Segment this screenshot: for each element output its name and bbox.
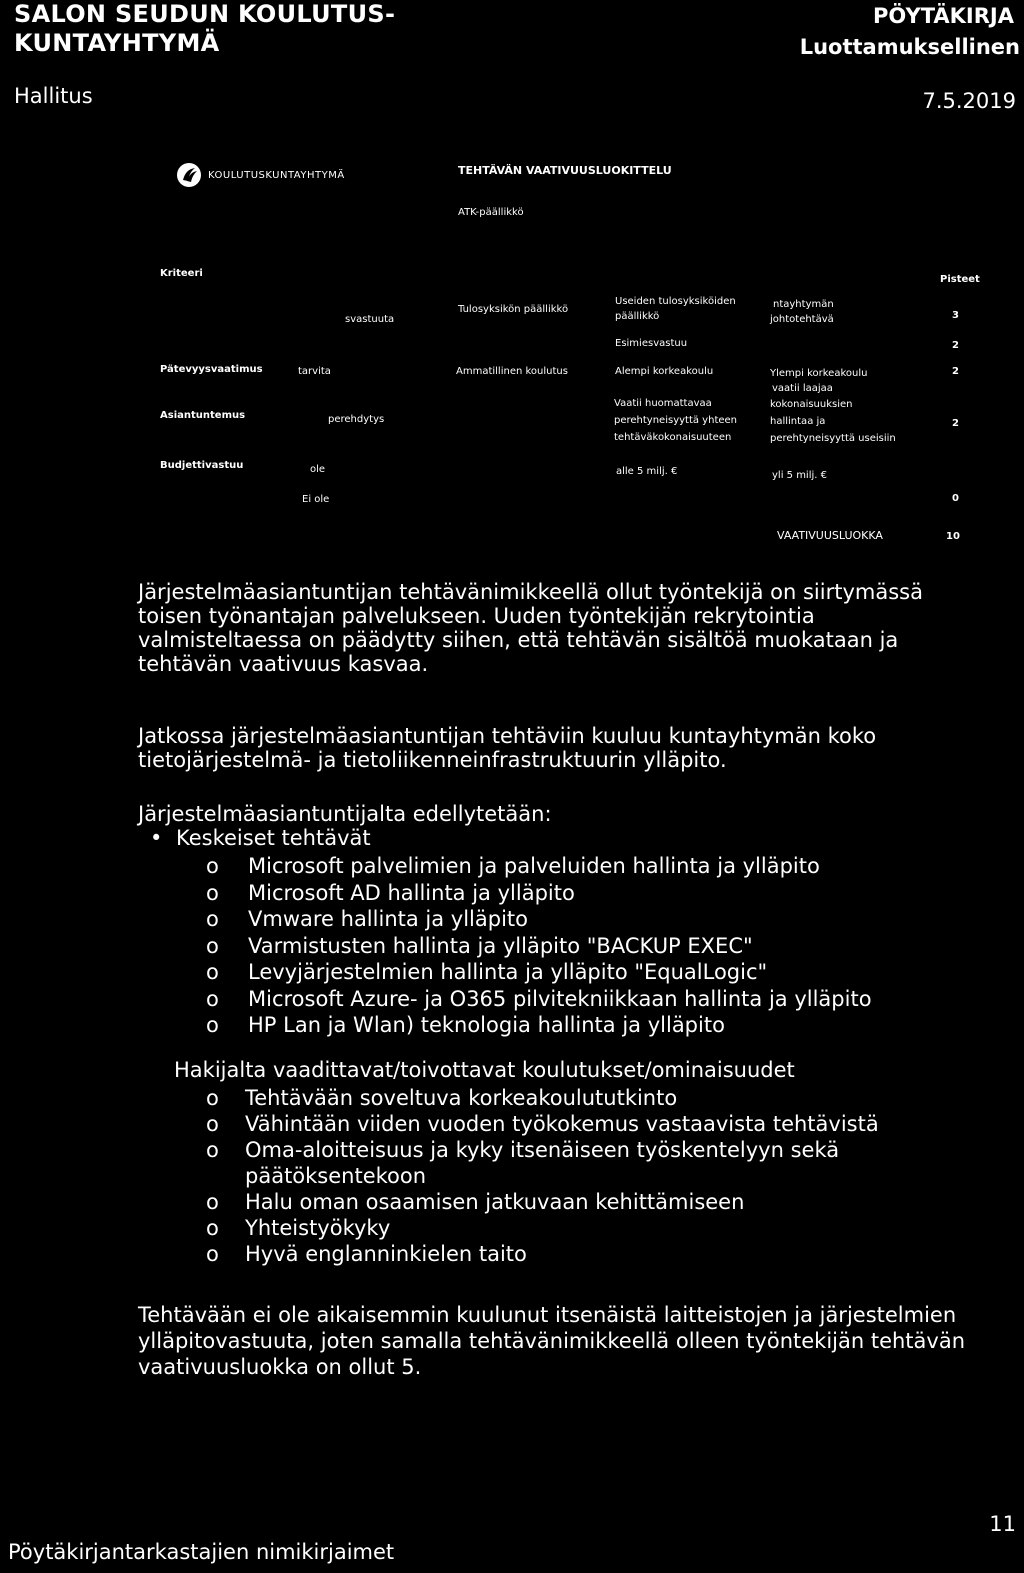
level-4-cell-line1: ntayhtymän <box>773 299 834 310</box>
confidentiality-label: Luottamuksellinen <box>799 35 1020 59</box>
qualifications-list <box>138 1085 1008 1267</box>
list-item <box>138 986 1008 1013</box>
level-3-cell: Alempi korkeakoulu <box>615 366 714 377</box>
list-item-text: HP Lan ja Wlan) teknologia hallinta ja ylläpito <box>248 1013 725 1037</box>
document-type: PÖYTÄKIRJA <box>873 4 1014 28</box>
list-item <box>138 1241 1008 1267</box>
key-tasks-list <box>138 853 1008 1039</box>
text-line: Järjestelmäasiantuntijan tehtävänimikkeellä ollut työntekijä on siirtymässä <box>138 580 923 604</box>
criterion-label: Budjettivastuu <box>160 460 244 471</box>
list-item-text: Tehtävään soveltuva korkeakoulututkinto <box>245 1086 678 1110</box>
level-1-cell: tarvita <box>298 366 331 377</box>
points-header: Pisteet <box>940 274 980 285</box>
text-line: toisen työnantajan palvelukseen. Uuden työntekijän rekrytointia <box>138 604 815 628</box>
level-3-cell-line1: Useiden tulosyksiköiden <box>615 296 736 307</box>
signature-initials-label: Pöytäkirjantarkastajien nimikirjaimet <box>8 1540 395 1564</box>
paragraph-3 <box>138 1302 1008 1380</box>
circle-bullet-icon: o <box>206 986 219 1011</box>
evaluated-role: ATK-päällikkö <box>458 207 524 218</box>
circle-bullet-icon: o <box>206 1138 219 1162</box>
criterion-label: Pätevyysvaatimus <box>160 364 263 375</box>
meeting-date: 7.5.2019 <box>922 89 1016 113</box>
qualifications-label: Hakijalta vaadittavat/toivottavat koulutukset/ominaisuudet <box>174 1058 795 1082</box>
text-line: Tehtävään ei ole aikaisemmin kuulunut itsenäistä laitteistojen ja järjestelmien <box>138 1303 957 1327</box>
requirements-intro: Järjestelmäasiantuntijalta edellytetään: <box>138 802 552 826</box>
circle-bullet-icon: o <box>206 880 219 905</box>
list-item <box>138 1137 1008 1163</box>
level-2-cell: Ammatillinen koulutus <box>456 366 568 377</box>
level-4-cell-line1: vaatii laajaa <box>772 383 833 394</box>
circle-bullet-icon: o <box>206 1216 219 1240</box>
circle-bullet-icon: o <box>206 1086 219 1110</box>
level-1-cell: svastuuta <box>345 314 395 325</box>
list-item-text: Varmistusten hallinta ja ylläpito "BACKUP EXEC" <box>248 933 753 958</box>
text-line: vaativuusluokka on ollut 5. <box>138 1355 422 1379</box>
organization-name-line2: KUNTAYHTYMÄ <box>14 29 220 57</box>
list-item-text: Halu oman osaamisen jatkuvaan kehittämiseen <box>245 1190 745 1214</box>
circle-bullet-icon: o <box>206 854 219 878</box>
list-item-continuation <box>138 1163 1008 1189</box>
level-1-cell: Ei ole <box>302 494 330 505</box>
list-item <box>138 880 1008 907</box>
points-value: 2 <box>952 418 959 429</box>
points-value: 2 <box>952 340 959 351</box>
list-item <box>138 853 1008 880</box>
level-1-cell: perehdytys <box>328 414 385 425</box>
list-item-text: Microsoft palvelimien ja palveluiden hallinta ja ylläpito <box>248 854 820 878</box>
total-value: 10 <box>946 531 960 542</box>
circle-bullet-icon: o <box>206 1190 219 1214</box>
level-3-cell: alle 5 milj. € <box>616 466 678 477</box>
text-line: tehtävän vaativuus kasvaa. <box>138 652 429 676</box>
level-3-cell-line2: perehtyneisyyttä yhteen <box>614 415 738 426</box>
level-3-cell-line3: tehtäväkokonaisuuteen <box>614 432 732 443</box>
level-3-cell-line1: Vaatii huomattavaa <box>614 398 712 409</box>
list-item-text: Hyvä englanninkielen taito <box>245 1242 527 1266</box>
circle-bullet-icon: o <box>206 960 219 984</box>
points-value: 2 <box>952 366 959 377</box>
level-4-cell-line4: perehtyneisyyttä useisiin <box>770 433 896 444</box>
list-item-text: Microsoft AD hallinta ja ylläpito <box>248 880 575 905</box>
level-3-cell: Esimiesvastuu <box>615 338 688 349</box>
level-1-cell: ole <box>310 464 326 475</box>
list-item <box>138 933 1008 960</box>
level-4-cell-line2: kokonaisuuksien <box>770 399 853 410</box>
list-item <box>138 959 1008 986</box>
requirements-section <box>138 802 1008 826</box>
list-item <box>138 1111 1008 1137</box>
paragraph-1 <box>138 580 1008 676</box>
list-item-text: Microsoft Azure- ja O365 pilvitekniikkaan hallinta ja ylläpito <box>248 986 872 1011</box>
criterion-label: Asiantuntemus <box>160 410 246 421</box>
total-label: VAATIVUUSLUOKKA <box>777 529 883 542</box>
list-item <box>138 1012 1008 1039</box>
form-title: TEHTÄVÄN VAATIVUUSLUOKITTELU <box>458 164 672 177</box>
logo-emblem-icon <box>176 162 202 188</box>
list-item <box>138 1085 1008 1111</box>
list-item <box>138 906 1008 933</box>
circle-bullet-icon: o <box>206 1242 219 1266</box>
page-number: 11 <box>989 1512 1016 1536</box>
bullet-icon: • <box>150 826 163 850</box>
level-4-cell: Ylempi korkeakoulu <box>770 368 868 379</box>
text-line: tietojärjestelmä- ja tietoliikenneinfrastruktuurin ylläpito. <box>138 748 727 772</box>
list-item-text: päätöksentekoon <box>245 1164 427 1188</box>
circle-bullet-icon: o <box>206 907 219 931</box>
points-value: 0 <box>952 493 959 504</box>
circle-bullet-icon: o <box>206 1112 219 1136</box>
board-name: Hallitus <box>14 84 93 108</box>
level-3-cell-line2: päällikkö <box>615 311 660 322</box>
text-line: Jatkossa järjestelmäasiantuntijan tehtäviin kuuluu kuntayhtymän koko <box>138 724 877 748</box>
level-4-cell-line3: hallintaa ja <box>770 416 826 427</box>
points-value: 3 <box>952 310 959 321</box>
list-item-text: Oma-aloitteisuus ja kyky itsenäiseen työskentelyyn sekä <box>245 1138 840 1162</box>
list-item-text: Levyjärjestelmien hallinta ja ylläpito "EqualLogic" <box>248 960 768 984</box>
text-line: ylläpitovastuuta, joten samalla tehtävänimikkeellä olleen työntekijän tehtävän <box>138 1329 966 1353</box>
list-item-text: Yhteistyökyky <box>245 1216 391 1240</box>
list-item-text: Vähintään viiden vuoden työkokemus vastaavista tehtävistä <box>245 1112 879 1136</box>
level-4-cell: yli 5 milj. € <box>772 470 827 481</box>
criteria-header: Kriteeri <box>160 268 203 279</box>
circle-bullet-icon: o <box>206 933 219 958</box>
logo-text: KOULUTUSKUNTAYHTYMÄ <box>208 169 345 181</box>
level-2-cell: Tulosyksikön päällikkö <box>458 304 569 315</box>
list-item-text: Vmware hallinta ja ylläpito <box>248 907 528 931</box>
level-4-cell-line2: johtotehtävä <box>770 314 834 325</box>
circle-bullet-icon: o <box>206 1013 219 1037</box>
paragraph-2 <box>138 724 1008 772</box>
list-item <box>138 1215 1008 1241</box>
organization-logo <box>176 162 345 188</box>
list-item <box>138 1189 1008 1215</box>
key-tasks-label: Keskeiset tehtävät <box>176 826 371 850</box>
organization-name-line1: SALON SEUDUN KOULUTUS- <box>14 0 396 28</box>
text-line: valmisteltaessa on päädytty siihen, että tehtävän sisältöä muokataan ja <box>138 628 899 652</box>
